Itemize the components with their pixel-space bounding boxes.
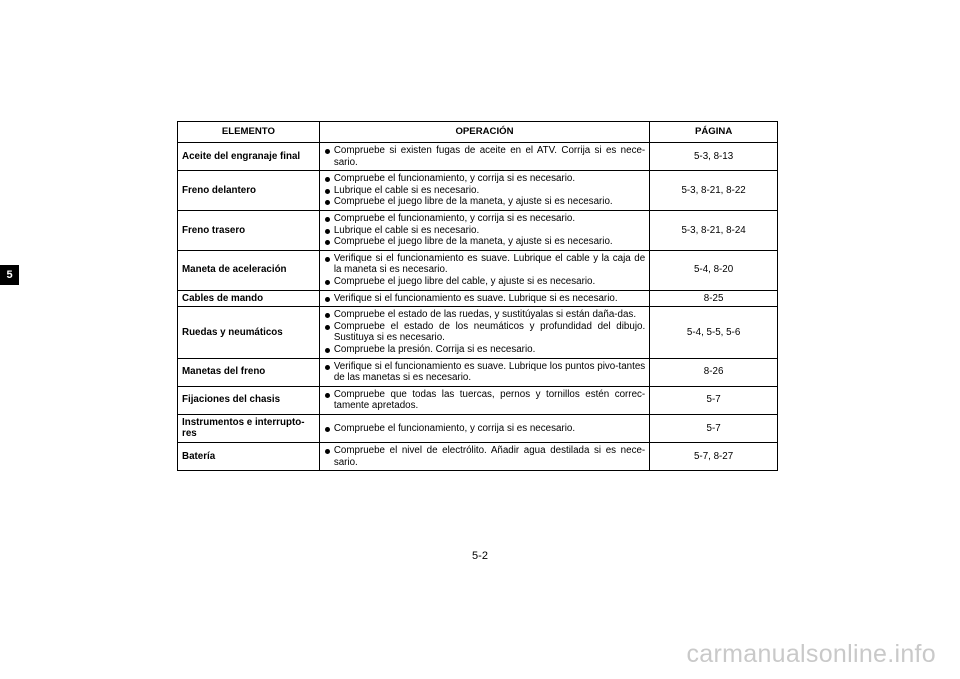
operation-item: Compruebe el funcionamiento, y corrija si es necesario. [324,423,645,435]
operation-item: Compruebe el juego libre del cable, y ajuste si es necesario. [324,276,645,288]
operation-list [324,213,645,248]
operation-item: Compruebe el funcionamiento, y corrija si es necesario. [324,173,645,185]
cell-pagina: 5-7 [650,414,778,442]
operation-list [324,293,645,305]
table-row [178,250,778,290]
cell-elemento: Freno trasero [178,210,320,250]
page-number: 5-2 [472,550,488,562]
table-row [178,386,778,414]
operation-item: Compruebe el funcionamiento, y corrija si es necesario. [324,213,645,225]
cell-elemento: Aceite del engranaje final [178,143,320,171]
cell-operacion [319,358,649,386]
operation-item: Lubrique el cable si es necesario. [324,225,645,237]
cell-elemento: Instrumentos e interrupto-res [178,414,320,442]
table-row [178,210,778,250]
operation-item: Compruebe la presión. Corrija si es necesario. [324,344,645,356]
header-operacion: OPERACIÓN [319,122,649,143]
inspection-table [177,121,778,471]
cell-pagina: 8-25 [650,290,778,307]
operation-list [324,445,645,468]
cell-operacion [319,307,649,358]
table-row [178,443,778,471]
operation-item: Compruebe el juego libre de la maneta, y ajuste si es necesario. [324,196,645,208]
operation-item: Compruebe el nivel de electrólito. Añadir agua destilada si es nece-sario. [324,445,645,468]
cell-pagina: 5-7 [650,386,778,414]
cell-elemento: Maneta de aceleración [178,250,320,290]
cell-pagina: 5-4, 5-5, 5-6 [650,307,778,358]
cell-elemento: Batería [178,443,320,471]
operation-list [324,309,645,355]
operation-item: Verifique si el funcionamiento es suave. Lubrique si es necesario. [324,293,645,305]
cell-operacion [319,143,649,171]
cell-operacion [319,443,649,471]
cell-elemento: Fijaciones del chasis [178,386,320,414]
operation-list [324,253,645,288]
operation-list [324,389,645,412]
operation-item: Compruebe si existen fugas de aceite en el ATV. Corrija si es nece-sario. [324,145,645,168]
operation-item: Compruebe el juego libre de la maneta, y ajuste si es necesario. [324,236,645,248]
cell-pagina: 5-3, 8-13 [650,143,778,171]
table-row [178,414,778,442]
cell-operacion [319,171,649,211]
cell-operacion [319,290,649,307]
header-elemento: ELEMENTO [178,122,320,143]
cell-pagina: 5-7, 8-27 [650,443,778,471]
cell-operacion [319,414,649,442]
cell-pagina: 5-3, 8-21, 8-24 [650,210,778,250]
table-row [178,143,778,171]
cell-operacion [319,386,649,414]
table-row [178,358,778,386]
table-body [178,143,778,471]
operation-item: Compruebe el estado de las ruedas, y sustitúyalas si están daña-das. [324,309,645,321]
cell-pagina: 5-4, 8-20 [650,250,778,290]
cell-operacion [319,210,649,250]
operation-list [324,173,645,208]
cell-pagina: 5-3, 8-21, 8-22 [650,171,778,211]
cell-operacion [319,250,649,290]
cell-pagina: 8-26 [650,358,778,386]
table-row [178,290,778,307]
cell-elemento: Freno delantero [178,171,320,211]
operation-item: Verifique si el funcionamiento es suave. Lubrique el cable y la caja de la maneta si es necesario. [324,253,645,276]
operation-item: Compruebe que todas las tuercas, pernos y tornillos estén correc-tamente apretados. [324,389,645,412]
cell-elemento: Manetas del freno [178,358,320,386]
operation-item: Lubrique el cable si es necesario. [324,185,645,197]
operation-item: Compruebe el estado de los neumáticos y profundidad del dibujo. Sustituya si es necesario. [324,321,645,344]
table-row [178,307,778,358]
table-row [178,171,778,211]
header-pagina: PÁGINA [650,122,778,143]
watermark: carmanualsonline.info [686,640,936,668]
cell-elemento: Cables de mando [178,290,320,307]
table-header-row [178,122,778,143]
operation-list [324,361,645,384]
operation-item: Verifique si el funcionamiento es suave. Lubrique los puntos pivo-tantes de las manetas si es necesario. [324,361,645,384]
chapter-tab: 5 [0,265,19,285]
cell-elemento: Ruedas y neumáticos [178,307,320,358]
operation-list [324,145,645,168]
operation-list [324,423,645,435]
